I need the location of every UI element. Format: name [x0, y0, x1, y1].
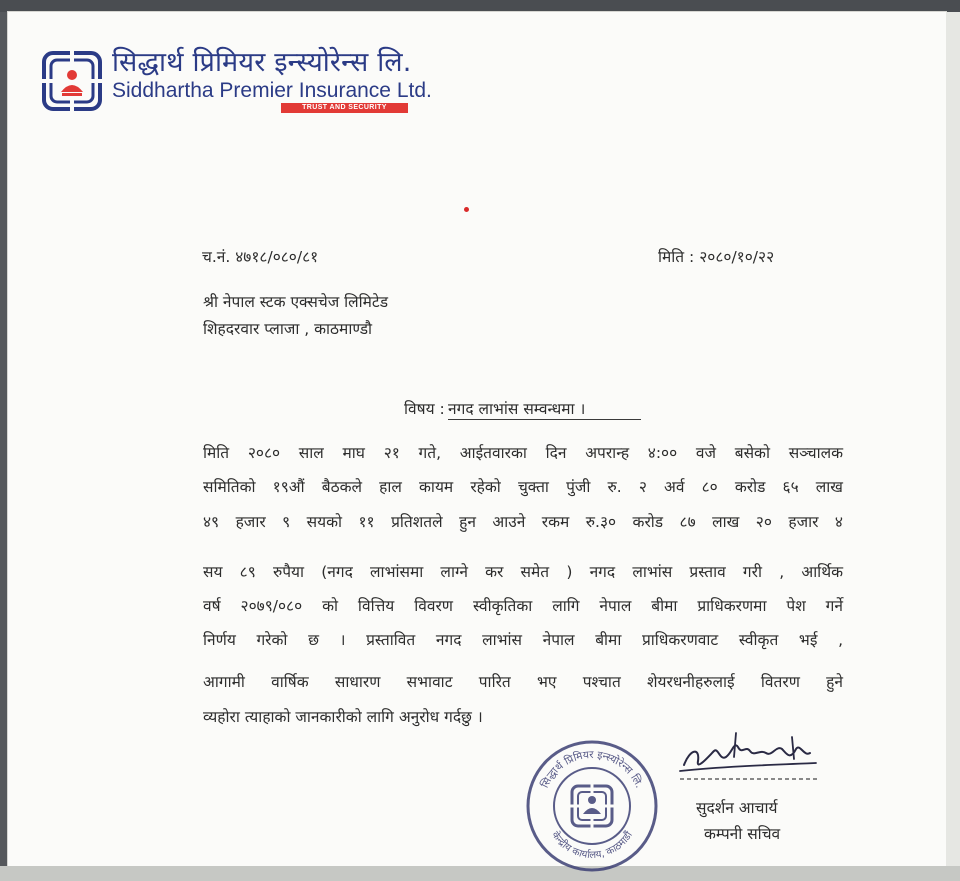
- svg-text:सिद्धार्थ प्रिमियर इन्स्योरेन्: सिद्धार्थ प्रिमियर इन्स्योरेन्स लि.: [538, 748, 646, 790]
- body-line: व्यहोरा त्याहाको जानकारीको लागि अनुरोध गर्दछु ।: [203, 708, 483, 726]
- body-line: वर्ष २०७९/०८० को वित्तिय विवरण स्वीकृतिका लागि नेपाल बीमा प्राधिकरणमा पेश गर्ने: [203, 597, 843, 615]
- svg-text:केन्द्रीय कार्यालय, काठमाडौं: केन्द्रीय कार्यालय, काठमाडौं: [549, 829, 635, 862]
- page-side-margin: [946, 12, 960, 866]
- company-stamp-icon: [524, 738, 660, 874]
- body-line: आगामी वार्षिक साधारण सभावाट पारित भए पश्चात शेयरधनीहरुलाई वितरण हुने: [203, 673, 843, 691]
- company-tagline: TRUST AND SECURITY: [281, 103, 408, 113]
- window-bottom-edge: [0, 866, 960, 881]
- recipient-name: श्री नेपाल स्टक एक्सचेज लिमिटेड: [203, 293, 389, 311]
- handwritten-signature: [676, 727, 826, 783]
- company-logo-icon: [42, 50, 102, 112]
- body-line: निर्णय गरेको छ । प्रस्तावित नगद लाभांस नेपाल बीमा प्राधिकरणवाट स्वीकृत भई ,: [203, 631, 843, 649]
- body-line: सय ८९ रुपैया (नगद लाभांसमा लाग्ने कर समेत ) नगद लाभांस प्रस्ताव गरी , आर्थिक: [203, 563, 843, 581]
- ink-dot: [464, 207, 469, 212]
- body-line: ४९ हजार ९ सयको ११ प्रतिशतले हुन आउने रकम रु.३० करोड ८७ लाख २० हजार ४: [203, 513, 843, 531]
- subject-text: नगद लाभांस सम्वन्धमा ।: [448, 400, 586, 418]
- letter-date: मिति : २०८०/१०/२२: [658, 248, 775, 266]
- window-top-edge: [0, 0, 960, 12]
- body-line: समितिको १९औं बैठकले हाल कायम रहेको चुक्ता पुंजी रु. २ अर्व ८० करोड ६५ लाख: [203, 478, 843, 496]
- company-name-english: Siddhartha Premier Insurance Ltd.: [112, 79, 432, 102]
- subject-label: विषय :: [404, 400, 445, 418]
- subject-underline: [448, 419, 641, 420]
- company-name-nepali: सिद्धार्थ प्रिमियर इन्स्योरेन्स लि.: [112, 47, 412, 78]
- signatory-name: सुदर्शन आचार्य: [696, 799, 778, 817]
- signatory-title: कम्पनी सचिव: [704, 825, 781, 843]
- body-line: मिति २०८० साल माघ २१ गते, आईतवारका दिन अपरान्ह ४:०० वजे बसेको सञ्चालक: [203, 444, 843, 462]
- reference-number: च.नं. ४७१८/०८०/८१: [202, 248, 319, 266]
- recipient-address: शिहदरवार प्लाजा , काठमाण्डौ: [203, 320, 373, 338]
